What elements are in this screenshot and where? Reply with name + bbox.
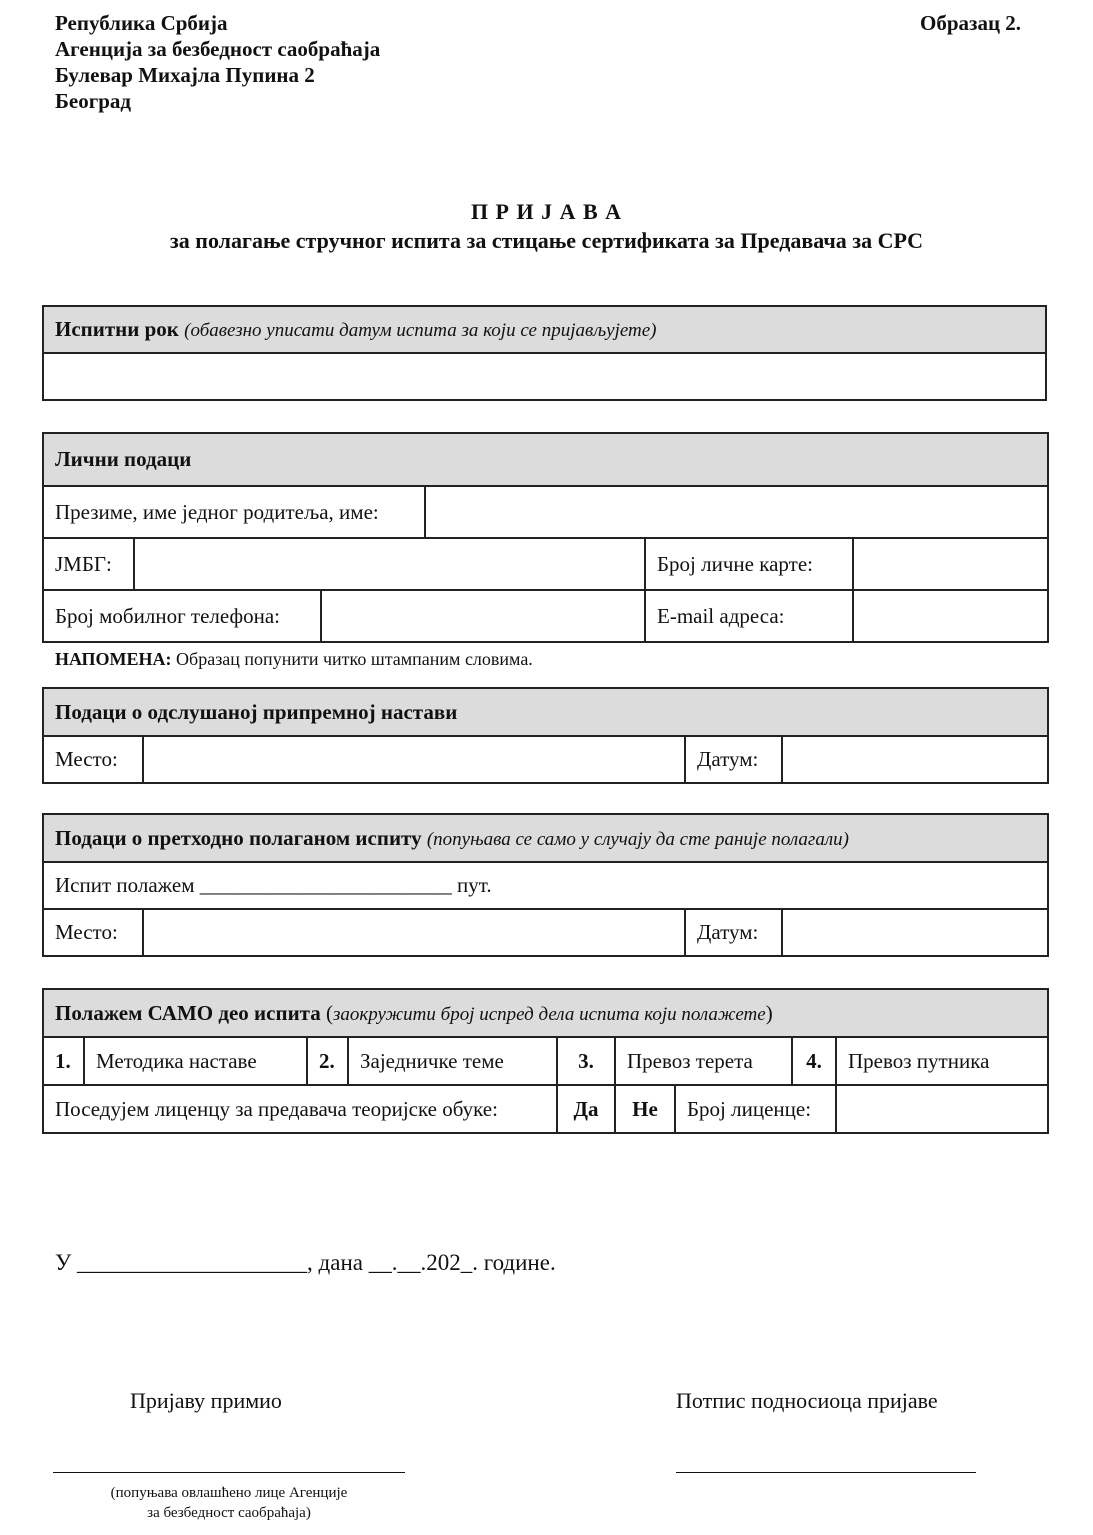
part-number[interactable]: 3. xyxy=(557,1037,615,1085)
preparatory-table xyxy=(42,687,1049,784)
exam-period-hint: (обавезно уписати датум испита за који се пријављујете) xyxy=(184,320,657,341)
received-note-line: (попуњава овлашћено лице Агенције xyxy=(110,1485,348,1501)
preparatory-heading: Подаци о одслушаној припремној настави xyxy=(43,688,1048,736)
previous-date-label: Датум: xyxy=(685,909,782,956)
applicant-signature-label: Потпис подносиоца пријаве xyxy=(676,1388,938,1413)
received-note xyxy=(53,1483,405,1523)
email-label: E-mail адреса: xyxy=(645,590,853,642)
partial-exam-title: Полажем САМО део испита xyxy=(55,1000,321,1025)
part-number[interactable]: 4. xyxy=(792,1037,836,1085)
received-note-line: за безбедност саобраћаја) xyxy=(147,1505,311,1521)
license-question: Поседујем лиценцу за предавача теоријске обуке: xyxy=(43,1085,557,1133)
preparatory-date-label: Датум: xyxy=(685,736,782,783)
partial-exam-heading xyxy=(43,989,1048,1037)
full-name-field[interactable] xyxy=(425,486,1048,538)
preparatory-place-field[interactable] xyxy=(143,736,685,783)
license-yes-option[interactable]: Да xyxy=(557,1085,615,1133)
mobile-field[interactable] xyxy=(321,590,645,642)
form-subtitle: за полагање стручног испита за стицање сертификата за Предавача за СРС xyxy=(169,228,924,253)
preparatory-date-field[interactable] xyxy=(782,736,1048,783)
issuer-line: Београд xyxy=(55,89,132,113)
email-field[interactable] xyxy=(853,590,1048,642)
personal-data-table xyxy=(42,432,1049,643)
license-no-option[interactable]: Не xyxy=(615,1085,675,1133)
full-name-label: Презиме, име једног родитеља, име: xyxy=(43,486,425,538)
issuer-address xyxy=(55,10,380,114)
note xyxy=(55,649,533,670)
attempt-row xyxy=(43,862,1048,909)
partial-exam-hint: заокружити број испред дела испита који полажете xyxy=(333,1003,766,1025)
previous-exam-heading xyxy=(43,814,1048,862)
part-number[interactable]: 1. xyxy=(43,1037,84,1085)
jmbg-label: ЈМБГ: xyxy=(43,538,134,590)
issuer-line: Булевар Михајла Пупина 2 xyxy=(55,63,315,87)
previous-exam-title: Подаци о претходно полаганом испиту xyxy=(55,825,422,850)
part-label: Превоз путника xyxy=(836,1037,1048,1085)
previous-place-label: Место: xyxy=(43,909,143,956)
part-label: Методика наставе xyxy=(84,1037,307,1085)
partial-exam-table xyxy=(42,988,1049,1134)
issuer-line: Република Србија xyxy=(55,11,228,35)
place-date-line[interactable]: У ____________________, дана __.__.202_. године. xyxy=(55,1250,556,1275)
exam-period-heading xyxy=(43,306,1046,353)
issuer-line: Агенција за безбедност саобраћаја xyxy=(55,37,381,61)
personal-data-heading: Лични подаци xyxy=(43,433,1048,486)
applicant-signature-line[interactable] xyxy=(676,1472,976,1473)
preparatory-place-label: Место: xyxy=(43,736,143,783)
form-number: Образац 2. xyxy=(920,11,1022,35)
mobile-label: Број мобилног телефона: xyxy=(43,590,321,642)
previous-exam-table xyxy=(42,813,1049,957)
exam-period-label: Испитни рок xyxy=(55,317,179,341)
form-title: П Р И Ј А В А xyxy=(470,199,623,224)
partial-exam-hint-open: ( xyxy=(326,1000,333,1025)
received-by-label: Пријаву примио xyxy=(130,1388,282,1413)
attempt-suffix: пут. xyxy=(457,873,492,897)
part-number[interactable]: 2. xyxy=(307,1037,348,1085)
received-signature-line[interactable] xyxy=(53,1472,405,1473)
jmbg-field[interactable] xyxy=(134,538,645,590)
id-card-field[interactable] xyxy=(853,538,1048,590)
note-text: Образац попунити читко штампаним словима. xyxy=(171,649,533,669)
license-number-field[interactable] xyxy=(836,1085,1048,1133)
license-number-label: Број лиценце: xyxy=(675,1085,836,1133)
previous-exam-hint: (попуњава се само у случају да сте раније полагали) xyxy=(426,828,849,850)
part-label: Заједничке теме xyxy=(348,1037,557,1085)
part-label: Превоз терета xyxy=(615,1037,792,1085)
id-card-label: Број личне карте: xyxy=(645,538,853,590)
previous-place-field[interactable] xyxy=(143,909,685,956)
attempt-prefix: Испит полажем xyxy=(55,873,195,897)
attempt-number-field[interactable]: ________________________ xyxy=(199,873,452,897)
partial-exam-hint-close: ) xyxy=(765,1000,773,1025)
note-label: НАПОМЕНА: xyxy=(55,649,172,669)
previous-date-field[interactable] xyxy=(782,909,1048,956)
exam-period-field[interactable] xyxy=(43,353,1046,400)
exam-period-table xyxy=(42,305,1047,401)
